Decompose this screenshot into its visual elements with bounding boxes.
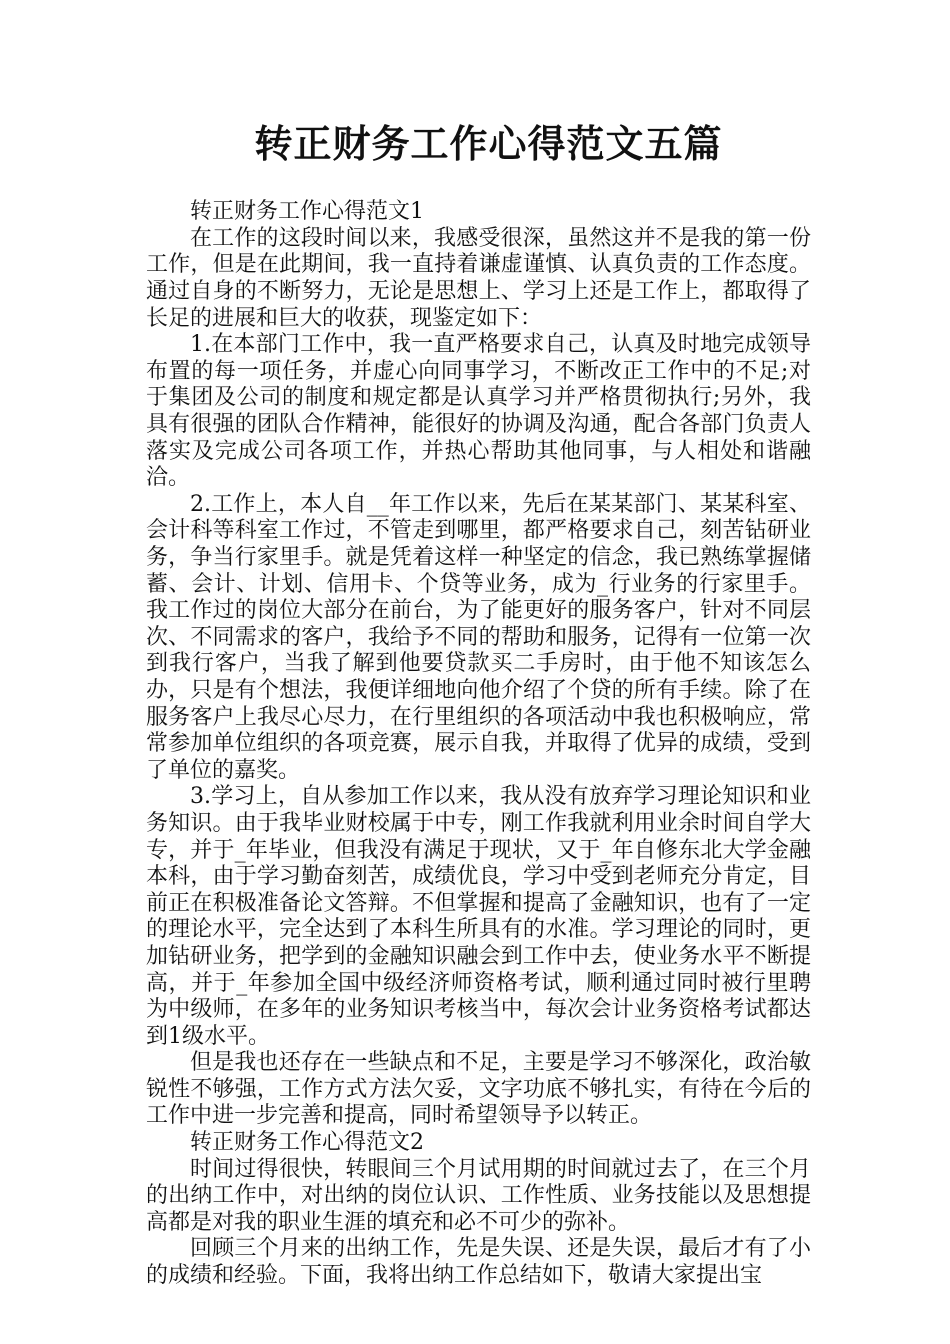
body-paragraph: 2.工作上，本人自__年工作以来，先后在某某部门、某某科室、会计科等科室工作过，不管走到哪里，都严格要求自己，刻苦钻研业务，争当行家里手。就是凭着这样一种坚定的信念，我已熟练掌握储蓄、会计、计划、信用卡、个贷等业务，成为_行业务的行家里手。我工作过的岗位大部分在前台，为了能更好的服务客户，针对不同层次、不同需求的客户，我给予不同的帮助和服务，记得有一位第一次到我行客户，当我了解到他要贷款买二手房时，由于他不知该怎么办，只是有个想法，我便详细地向他介绍了个贷的所有手续。除了在服务客户上我尽心尽力，在行里组织的各项活动中我也积极响应，常常参加单位组织的各项竞赛，展示自我，并取得了优异的成绩，受到了单位的嘉奖。 <box>146 491 811 783</box>
document-page <box>146 118 811 1290</box>
body-paragraph: 回顾三个月来的出纳工作，先是失误、还是失误，最后才有了小的成绩和经验。下面，我将出纳工作总结如下，敬请大家提出宝 <box>146 1236 811 1289</box>
document-title: 转正财务工作心得范文五篇 <box>254 121 723 166</box>
body-paragraph: 在工作的这段时间以来，我感受很深，虽然这并不是我的第一份工作，但是在此期间，我一直持着谦虚谨慎、认真负责的工作态度。通过自身的不断努力，无论是思想上、学习上还是工作上，都取得了长足的进展和巨大的收获，现鉴定如下： <box>146 225 811 331</box>
body-paragraph: 3.学习上，自从参加工作以来，我从没有放弃学习理论知识和业务知识。由于我毕业财校属于中专，刚工作我就利用业余时间自学大专，并于_年毕业，但我没有满足于现状，又于_年自修东北大学金融本科，由于学习勤奋刻苦，成绩优良，学习中受到老师充分肯定，目前正在积极准备论文答辩。不但掌握和提高了金融知识，也有了一定的理论水平，完全达到了本科生所具有的水准。学习理论的同时，更加钻研业务，把学到的金融知识融会到工作中去，使业务水平不断提高，并于_年参加全国中级经济师资格考试，顺利通过同时被行里聘为中级师，在多年的业务知识考核当中，每次会计业务资格考试都达到1级水平。 <box>146 784 811 1049</box>
body-paragraph: 但是我也还存在一些缺点和不足，主要是学习不够深化，政治敏锐性不够强，工作方式方法欠妥，文字功底不够扎实，有待在今后的工作中进一步完善和提高，同时希望领导予以转正。 <box>146 1050 811 1129</box>
section-heading-2: 转正财务工作心得范文2 <box>190 1130 424 1156</box>
section-heading-1: 转正财务工作心得范文1 <box>190 199 424 225</box>
document-body <box>146 199 811 1289</box>
body-paragraph: 1.在本部门工作中，我一直严格要求自己，认真及时地完成领导布置的每一项任务，并虚心向同事学习，不断改正工作中的不足;对于集团及公司的制度和规定都是认真学习并严格贯彻执行;另外，我具有很强的团队合作精神，能很好的协调及沟通，配合各部门负责人落实及完成公司各项工作，并热心帮助其他同事，与人相处和谐融洽。 <box>146 332 811 491</box>
body-paragraph: 时间过得很快，转眼间三个月试用期的时间就过去了，在三个月的出纳工作中，对出纳的岗位认识、工作性质、业务技能以及思想提高都是对我的职业生涯的填充和必不可少的弥补。 <box>146 1156 811 1235</box>
